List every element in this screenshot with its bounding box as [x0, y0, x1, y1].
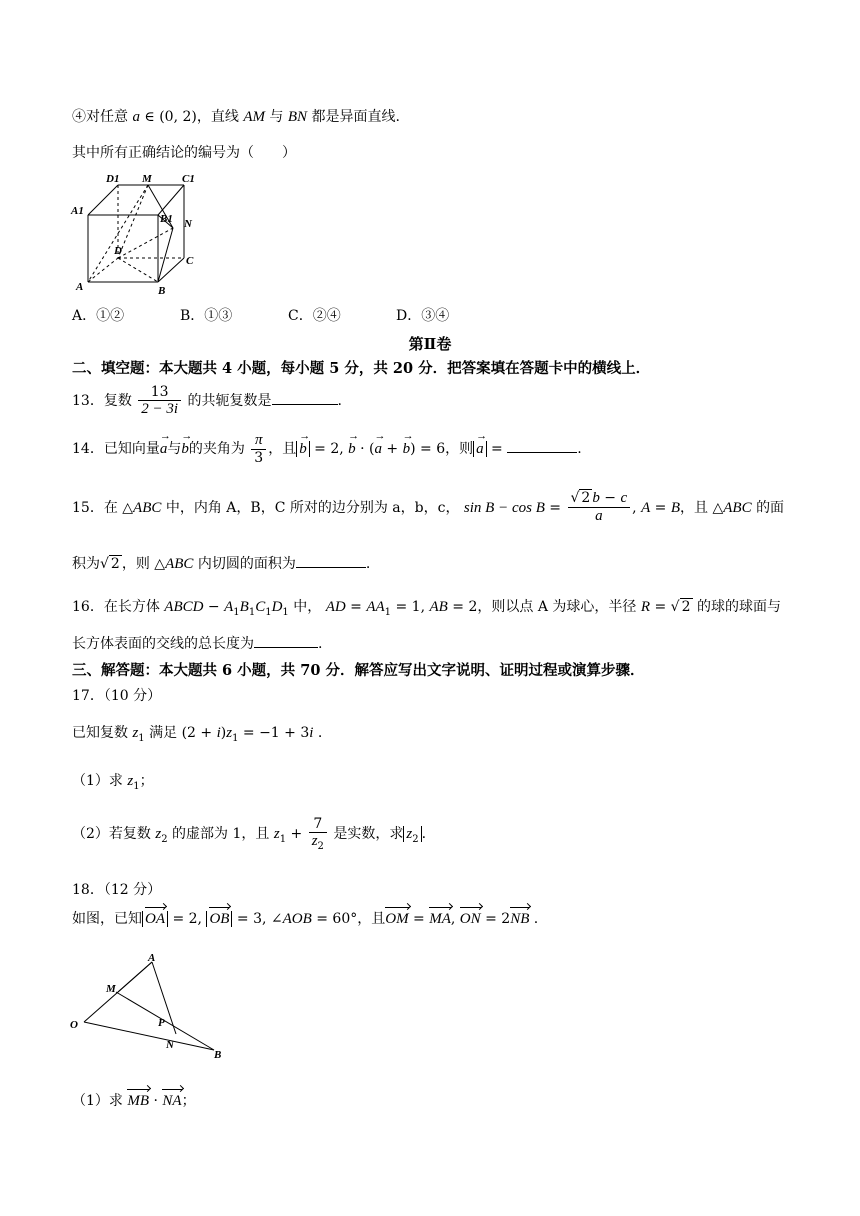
option-a: A．①② [72, 308, 125, 324]
question-17-stem: 已知复数 $z_1$ 满足 $(2 + i)z_1 = -1 + 3i$ . [72, 725, 323, 744]
question-12-stem: 其中所有正确结论的编号为（ ） [72, 145, 296, 161]
tri-label-n: N [166, 1039, 174, 1051]
cube-label-c1: C1 [182, 173, 195, 185]
question-17-number: 17．（10 分） [72, 688, 162, 704]
section-3-heading: 三、解答题：本大题共 6 小题，共 70 分．解答应写出文字说明、证明过程或演算步骤． [72, 662, 645, 679]
question-15-line-2: 积为√ 2 ，则 △ABC 内切圆的面积为 . [72, 556, 371, 572]
question-17-part-2: （2）若复数 $z_2$ 的虚部为 1，且 $z_1$ + $\frac{7}{z_2}$ 是实数，求 $z_2$ . [72, 816, 427, 852]
cube-label-b: B [158, 285, 166, 296]
cube-label-c: C [186, 255, 194, 267]
question-18-part-1: （1）求 MB · NA； [72, 1093, 196, 1109]
part-2-title: 第Ⅱ卷 [408, 335, 452, 353]
triangle-figure [68, 950, 238, 1062]
statement-4: ④对任意 a ∈ (0, 2)，直线 AM 与 BN 都是异面直线. [72, 109, 400, 125]
option-b: B．①③ [180, 308, 233, 324]
cube-label-d1: D1 [106, 173, 120, 185]
option-d: D．③④ [396, 308, 450, 324]
tri-label-p: P [158, 1017, 165, 1029]
tri-label-a: A [148, 952, 156, 964]
option-c: C．②④ [288, 308, 341, 324]
question-18-stem: 如图，已知 OA = 2, OB = 3, ∠AOB = 60°，且OM = MA, ON = 2NB . [72, 911, 539, 927]
cube-figure [70, 172, 202, 296]
tri-label-b: B [214, 1049, 222, 1061]
question-15: 15．在 △ABC 中，内角 A，B，C 所对的边分别为 a，b，c， sin B − cos B = $\frac{√ 2 b - c}{a}$ , A = B，且 △ABC 的面 [72, 490, 785, 525]
question-16-line-2: 长方体表面的交线的总长度为 . [72, 636, 323, 652]
cube-label-a: A [76, 281, 84, 293]
cube-label-n: N [184, 218, 192, 230]
question-14: 14．已知向量→ a与→ b的夹角为 $\frac{\pi}{3}$ ，且→ b = 2, → b · (→ a + → b) = 6，则→ a = . [72, 432, 582, 466]
question-13: 13．复数 $\frac{13}{2 - 3i}$ 的共轭复数是 . [72, 384, 342, 418]
question-17-part-1: （1）求 $z_1$； [72, 773, 154, 792]
section-2-heading: 二、填空题：本大题共 4 小题，每小题 5 分，共 20 分．把答案填在答题卡中的横线上． [72, 360, 651, 377]
question-16: 16．在长方体 ABCD − $A_1B_1C_1D_1$ 中， AD = $AA_1 = 1$, AB = 2，则以点 A 为球心，半径 R = √ 2 的球的球面与 [72, 599, 781, 618]
question-12-options [72, 308, 449, 325]
tri-label-m: M [106, 983, 116, 995]
tri-label-o: O [70, 1019, 78, 1031]
cube-label-m: M [142, 173, 152, 185]
cube-label-b1: B1 [160, 213, 173, 225]
cube-label-a1: A1 [71, 205, 84, 217]
cube-label-d: D [114, 245, 122, 257]
question-18-number: 18．（12 分） [72, 882, 162, 898]
